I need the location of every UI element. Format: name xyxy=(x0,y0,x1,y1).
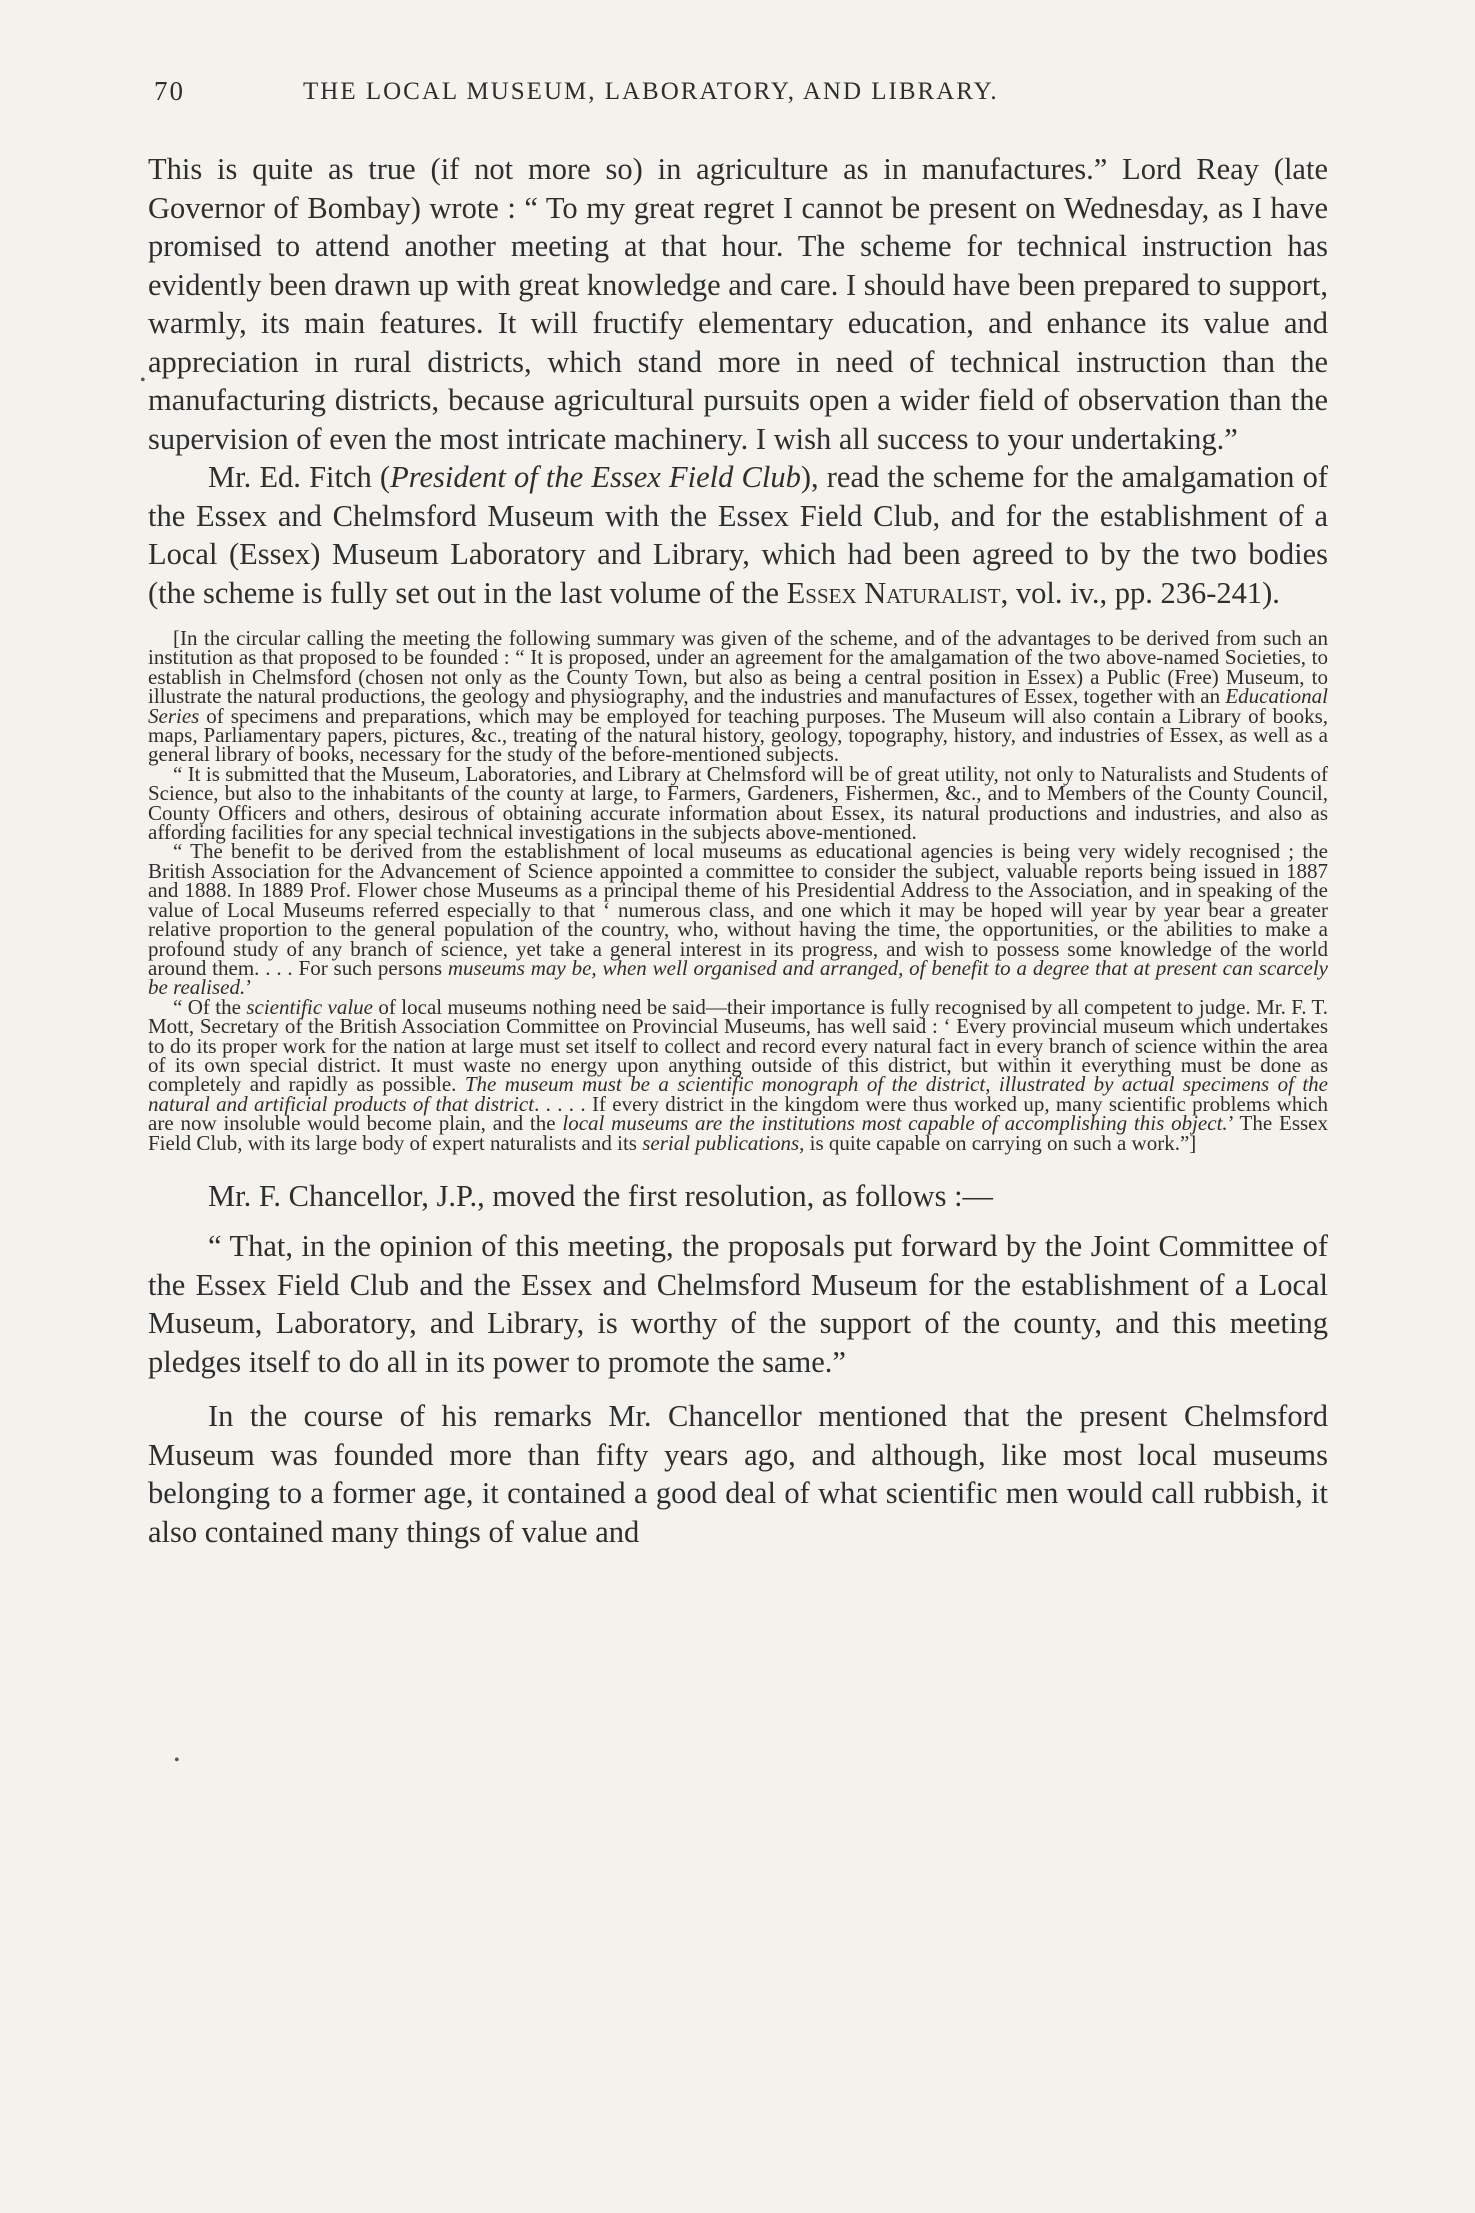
note-p4-italic-3: local museums are the institutions most capable of accomplishing this object. xyxy=(562,1111,1228,1136)
paragraph-lord-reay: This is quite as true (if not more so) in agriculture as in manufactures.” Lord Reay (late Governor of Bombay) wrote : “ To my great regret I cannot be present on Wednesday, as I have promised to attend another meeting at that hour. The scheme for technical instruction has evidently been drawn up with great knowledge and care. I should have been prepared to support, warmly, its main features. It will fructify elementary education, and enhance its value and appreciation in rural districts, which stand more in need of technical instruction than the manufacturing districts, because agricultural pursuits open a wider field of observation than the supervision of even the most intricate machinery. I wish all success to your undertaking.” xyxy=(148,152,1328,456)
resolution-section xyxy=(148,1177,1328,1552)
note-p4-italic-4: serial publications, xyxy=(642,1130,805,1155)
note-p3-italic: museums may be, when well organised and arranged, of benefit to a degree that at present can scarcely be realised. xyxy=(148,955,1328,1000)
note-p4-text-e: is quite capable on carrying on such a work.”] xyxy=(804,1130,1197,1155)
resolution-mover: Mr. F. Chancellor, J.P., moved the first resolution, as follows :— xyxy=(208,1178,994,1213)
chancellor-remarks: In the course of his remarks Mr. Chancellor mentioned that the present Chelmsford Museum was founded more than fifty years ago, and although, like most local museums belonging to a former age, it contained a good deal of what scientific men would call rubbish, it also contained many things of value and xyxy=(148,1399,1328,1549)
paragraph-fitch-mid: ), read the scheme for the amalgamation of the Essex and Chelmsford Museum with the Essex Field Club, and for the establishment of a Local (Essex) Museum Laboratory and Library, which had been agreed to by the two bodies (the scheme is fully set out in the last volume of the xyxy=(148,460,1328,610)
note-p4-text-a: “ Of the xyxy=(173,994,247,1019)
note-p1-text-b: of specimens and preparations, which may be employed for teaching purposes. The Museum will also contain a Library of books, maps, Parliamentary papers, pictures, &c., treating of the natural history, geology, topography, history, and industries of Essex, as well as a general library of books, necessary for the study of the before-mentioned subjects. xyxy=(148,703,1328,767)
note-p3-text-b: ’ xyxy=(245,975,253,1000)
note-paragraph-3 xyxy=(148,839,1328,1000)
note-paragraph-1 xyxy=(148,626,1328,767)
note-p4-text-c: . . . . . If every district in the kingdom were thus worked up, many scientific problems which are now insoluble would become plain, and the xyxy=(148,1091,1328,1136)
journal-name: Essex Naturalist xyxy=(786,575,1001,610)
main-text xyxy=(148,150,1328,612)
margin-dot: • xyxy=(140,372,146,389)
page-number: 70 xyxy=(154,76,185,106)
note-p3-text-a: “ The benefit to be derived from the establishment of local museums as educational agencies is being very widely recognised ; the British Association for the Advancement of Science appointed a committee to consider the subject, valuable reports being issued in 1887 and 1888. In 1889 Prof. Flower chose Museums as a principal theme of his Presidential Address to the Association, and in speaking of the value of Local Museums referred especially to that ‘ numerous class, and one which it may be hoped will year by year bear a greater relative proportion to the general population of the country, who, without having the time, the opportunities, or the abilities to make a profound study of any branch of science, yet take a general interest in its progress, and wish to possess some knowledge of the world around them. . . . For such persons xyxy=(148,839,1328,980)
note-p4-italic-1: scientific value xyxy=(246,994,374,1019)
paragraph-fitch-title: President of the Essex Field Club xyxy=(390,460,801,494)
note-p4-text-d: ’ The Essex Field Club, with its large body of expert naturalists and its xyxy=(148,1111,1328,1155)
note-paragraph-4 xyxy=(148,994,1329,1155)
paragraph-fitch xyxy=(148,458,1328,612)
running-head xyxy=(148,68,1328,128)
margin-dot: • xyxy=(174,1752,180,1769)
circular-summary-note xyxy=(148,626,1329,1155)
note-p4-italic-2: The museum must be a scientific monograph of the district, illustrated by actual specimens of the natural and artificial products of that district xyxy=(148,1072,1329,1116)
note-p1-text-a: [In the circular calling the meeting the following summary was given of the scheme, and of the advantages to be derived from such an institution as that proposed to be founded : “ It is proposed, under an agreement for the amalgamation of the two above-named Societies, to establish in Chelmsford (chosen not only as the County Town, but also as being a central position in Essex) a Public (Free) Museum, to illustrate the natural productions, the geology and physiography, and the industries and manufactures of Essex, together with an xyxy=(148,626,1328,709)
resolution-text: “ That, in the opinion of this meeting, the proposals put forward by the Joint Committee of the Essex Field Club and the Essex and Chelmsford Museum for the establishment of a Local Museum, Laboratory, and Library, is worthy of the support of the county, and this meeting pledges itself to do all in its power to promote the same.” xyxy=(148,1229,1328,1379)
note-p1-italic: Educational Series xyxy=(148,684,1328,728)
book-page xyxy=(148,68,1328,1551)
paragraph-fitch-lead: Mr. Ed. Fitch ( xyxy=(208,460,391,494)
note-p4-text-b: of local museums nothing need be said—their importance is fully recognised by all competent to judge. Mr. F. T. Mott, Secretary of the British Association Committee on Provincial Museums, has well said : ‘ Every provincial museum which undertakes to do its proper work for the nation at large must set itself to collect and record every natural fact in every branch of science within the area of its own special district. It must waste no energy upon anything outside of this district, but within it everything must be done as completely and rapidly as possible. xyxy=(148,994,1328,1097)
paragraph-fitch-tail: , vol. iv., pp. 236-241). xyxy=(1000,575,1280,610)
note-paragraph-2: “ It is submitted that the Museum, Laboratories, and Library at Chelmsford will be of great utility, not only to Naturalists and Students of Science, but also to the inhabitants of the county at large, to Farmers, Gardeners, Fishermen, &c., and to Members of the County Council, County Officers and others, desirous of obtaining accurate information about Essex, its natural productions and industries, and also as affording facilities for any special technical investigations in the subjects above-mentioned. xyxy=(148,761,1328,845)
running-head-title: THE LOCAL MUSEUM, LABORATORY, AND LIBRARY. xyxy=(303,78,999,105)
